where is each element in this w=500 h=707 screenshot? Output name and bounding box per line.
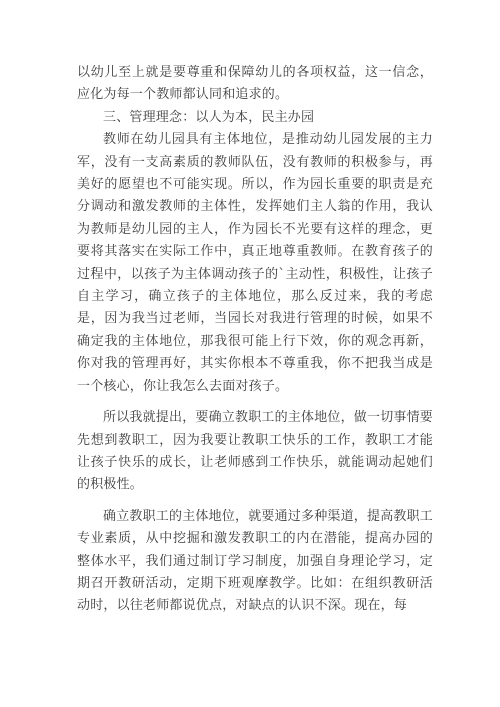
section-heading: 三、管理理念：以人为本，民主办园 [103, 109, 315, 125]
document-body [77, 62, 433, 618]
paragraph-2: 教师在幼儿园具有主体地位，是推动幼儿园发展的主力军，没有一支高素质的教师队伍，没有教师的积极参与，再美好的愿望也不可能实现。所以，作为园长重要的职责是充分调动和激发教师的主体性，发挥她们主人翁的作用，我认为教师是幼儿园的主人，作为园长不光要有这样的理念，更要将其落实在实际工作中，真正地尊重教师。在教育孩子的过程中，以孩子为主体调动孩子的`主动性，积极性，让孩子自主学习，确立孩子的主体地位，那么反过来，我的考虑是，因为我当过老师，当园长对我进行管理的时候，如果不确定我的主体地位，那我很可能上行下效，你的观念再新，你对我的管理再好，其实你根本不尊重我，你不把我当成是一个核心，你让我怎么去面对孩子。 [77, 132, 433, 394]
paragraph-3: 所以我就提出，要确立教职工的主体地位，做一切事情要先想到教职工，因为我要让教职工快乐的工作，教职工才能让孩子快乐的成长，让老师感到工作快乐，就能调动起她们的积极性。 [77, 410, 434, 493]
paragraph-4: 确立教职工的主体地位，就要通过多种渠道，提高教职工专业素质，从中挖掘和激发教职工的内在潜能，提高办园的整体水平，我们通过制订学习制度，加强自身理论学习，定期召开教研活动，定期下班观摩教学。比如：在组织教研活动时，以往老师都说优点，对缺点的认识不深。现在，每 [77, 508, 434, 614]
paragraph-1: 以幼儿至上就是要尊重和保障幼儿的各项权益，这一信念，应化为每一个教师都认同和追求的。 [77, 65, 433, 103]
